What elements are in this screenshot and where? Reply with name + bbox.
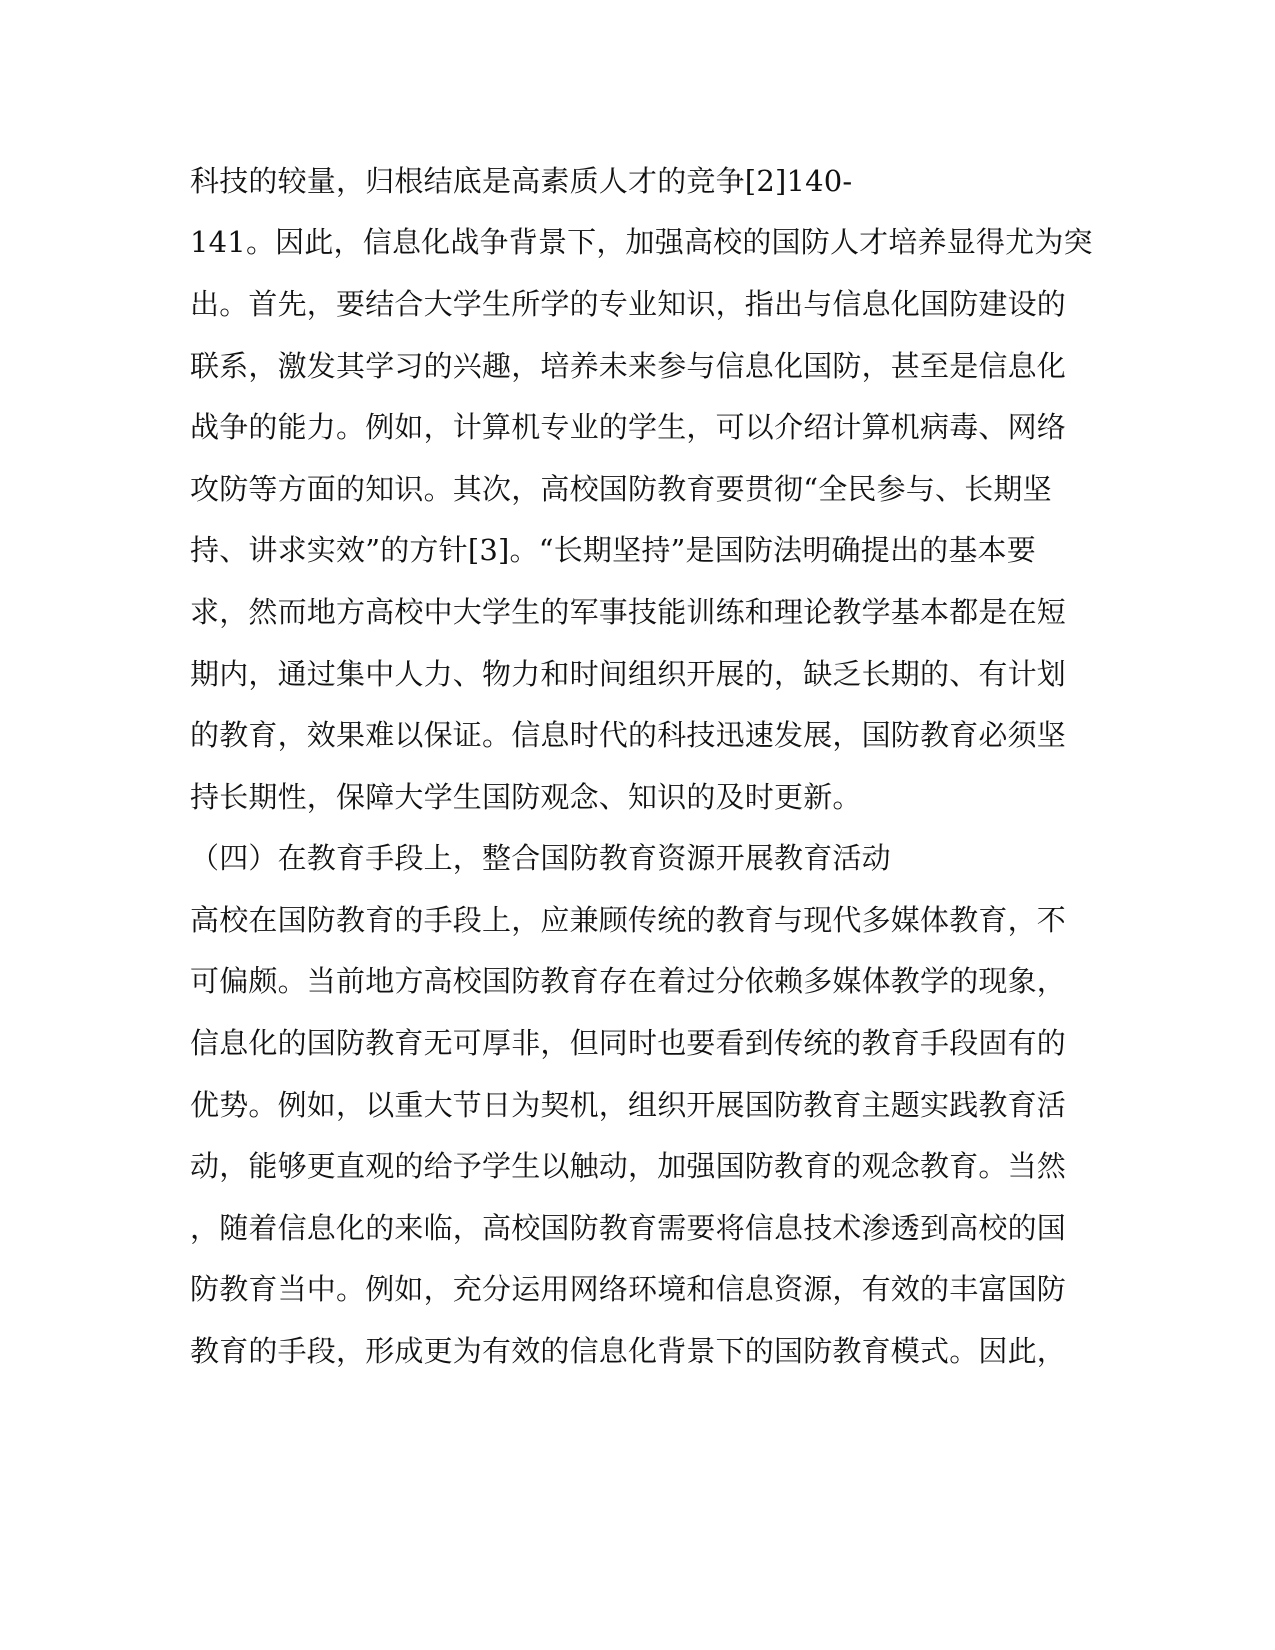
- text-line-7: 持、讲求实效”的方针[3]。“长期坚持”是国防法明确提出的基本要: [190, 533, 1036, 567]
- text-line-19: 教育的手段，形成更为有效的信息化背景下的国防教育模式。因此，: [190, 1334, 1067, 1368]
- text-line-15: 优势。例如，以重大节日为契机，组织开展国防教育主题实践教育活: [190, 1088, 1067, 1122]
- text-line-16: 动，能够更直观的给予学生以触动，加强国防教育的观念教育。当然: [190, 1149, 1067, 1183]
- text-line-9: 期内，通过集中人力、物力和时间组织开展的，缺乏长期的、有计划: [190, 657, 1067, 691]
- text-line-11: 持长期性，保障大学生国防观念、知识的及时更新。: [190, 780, 862, 814]
- text-line-14: 信息化的国防教育无可厚非，但同时也要看到传统的教育手段固有的: [190, 1026, 1067, 1060]
- text-line-2: 141。因此，信息化战争背景下，加强高校的国防人才培养显得尤为突: [190, 225, 1093, 259]
- text-line-3: 出。首先，要结合大学生所学的专业知识，指出与信息化国防建设的: [190, 287, 1067, 321]
- text-line-13: 可偏颇。当前地方高校国防教育存在着过分依赖多媒体教学的现象，: [190, 964, 1067, 998]
- section-heading: （四）在教育手段上，整合国防教育资源开展教育活动: [190, 841, 891, 875]
- text-line-12: 高校在国防教育的手段上，应兼顾传统的教育与现代多媒体教育，不: [190, 903, 1067, 937]
- text-line-17: ，随着信息化的来临，高校国防教育需要将信息技术渗透到高校的国: [190, 1211, 1067, 1245]
- text-line-1: 科技的较量，归根结底是高素质人才的竞争[2]140-: [190, 164, 853, 198]
- text-line-8: 求，然而地方高校中大学生的军事技能训练和理论教学基本都是在短: [190, 595, 1067, 629]
- text-line-4: 联系，激发其学习的兴趣，培养未来参与信息化国防，甚至是信息化: [190, 349, 1067, 383]
- text-line-6: 攻防等方面的知识。其次，高校国防教育要贯彻“全民参与、长期坚: [190, 472, 1052, 506]
- text-line-18: 防教育当中。例如，充分运用网络环境和信息资源，有效的丰富国防: [190, 1272, 1067, 1306]
- text-line-5: 战争的能力。例如，计算机专业的学生，可以介绍计算机病毒、网络: [190, 410, 1067, 444]
- text-line-10: 的教育，效果难以保证。信息时代的科技迅速发展，国防教育必须坚: [190, 718, 1067, 752]
